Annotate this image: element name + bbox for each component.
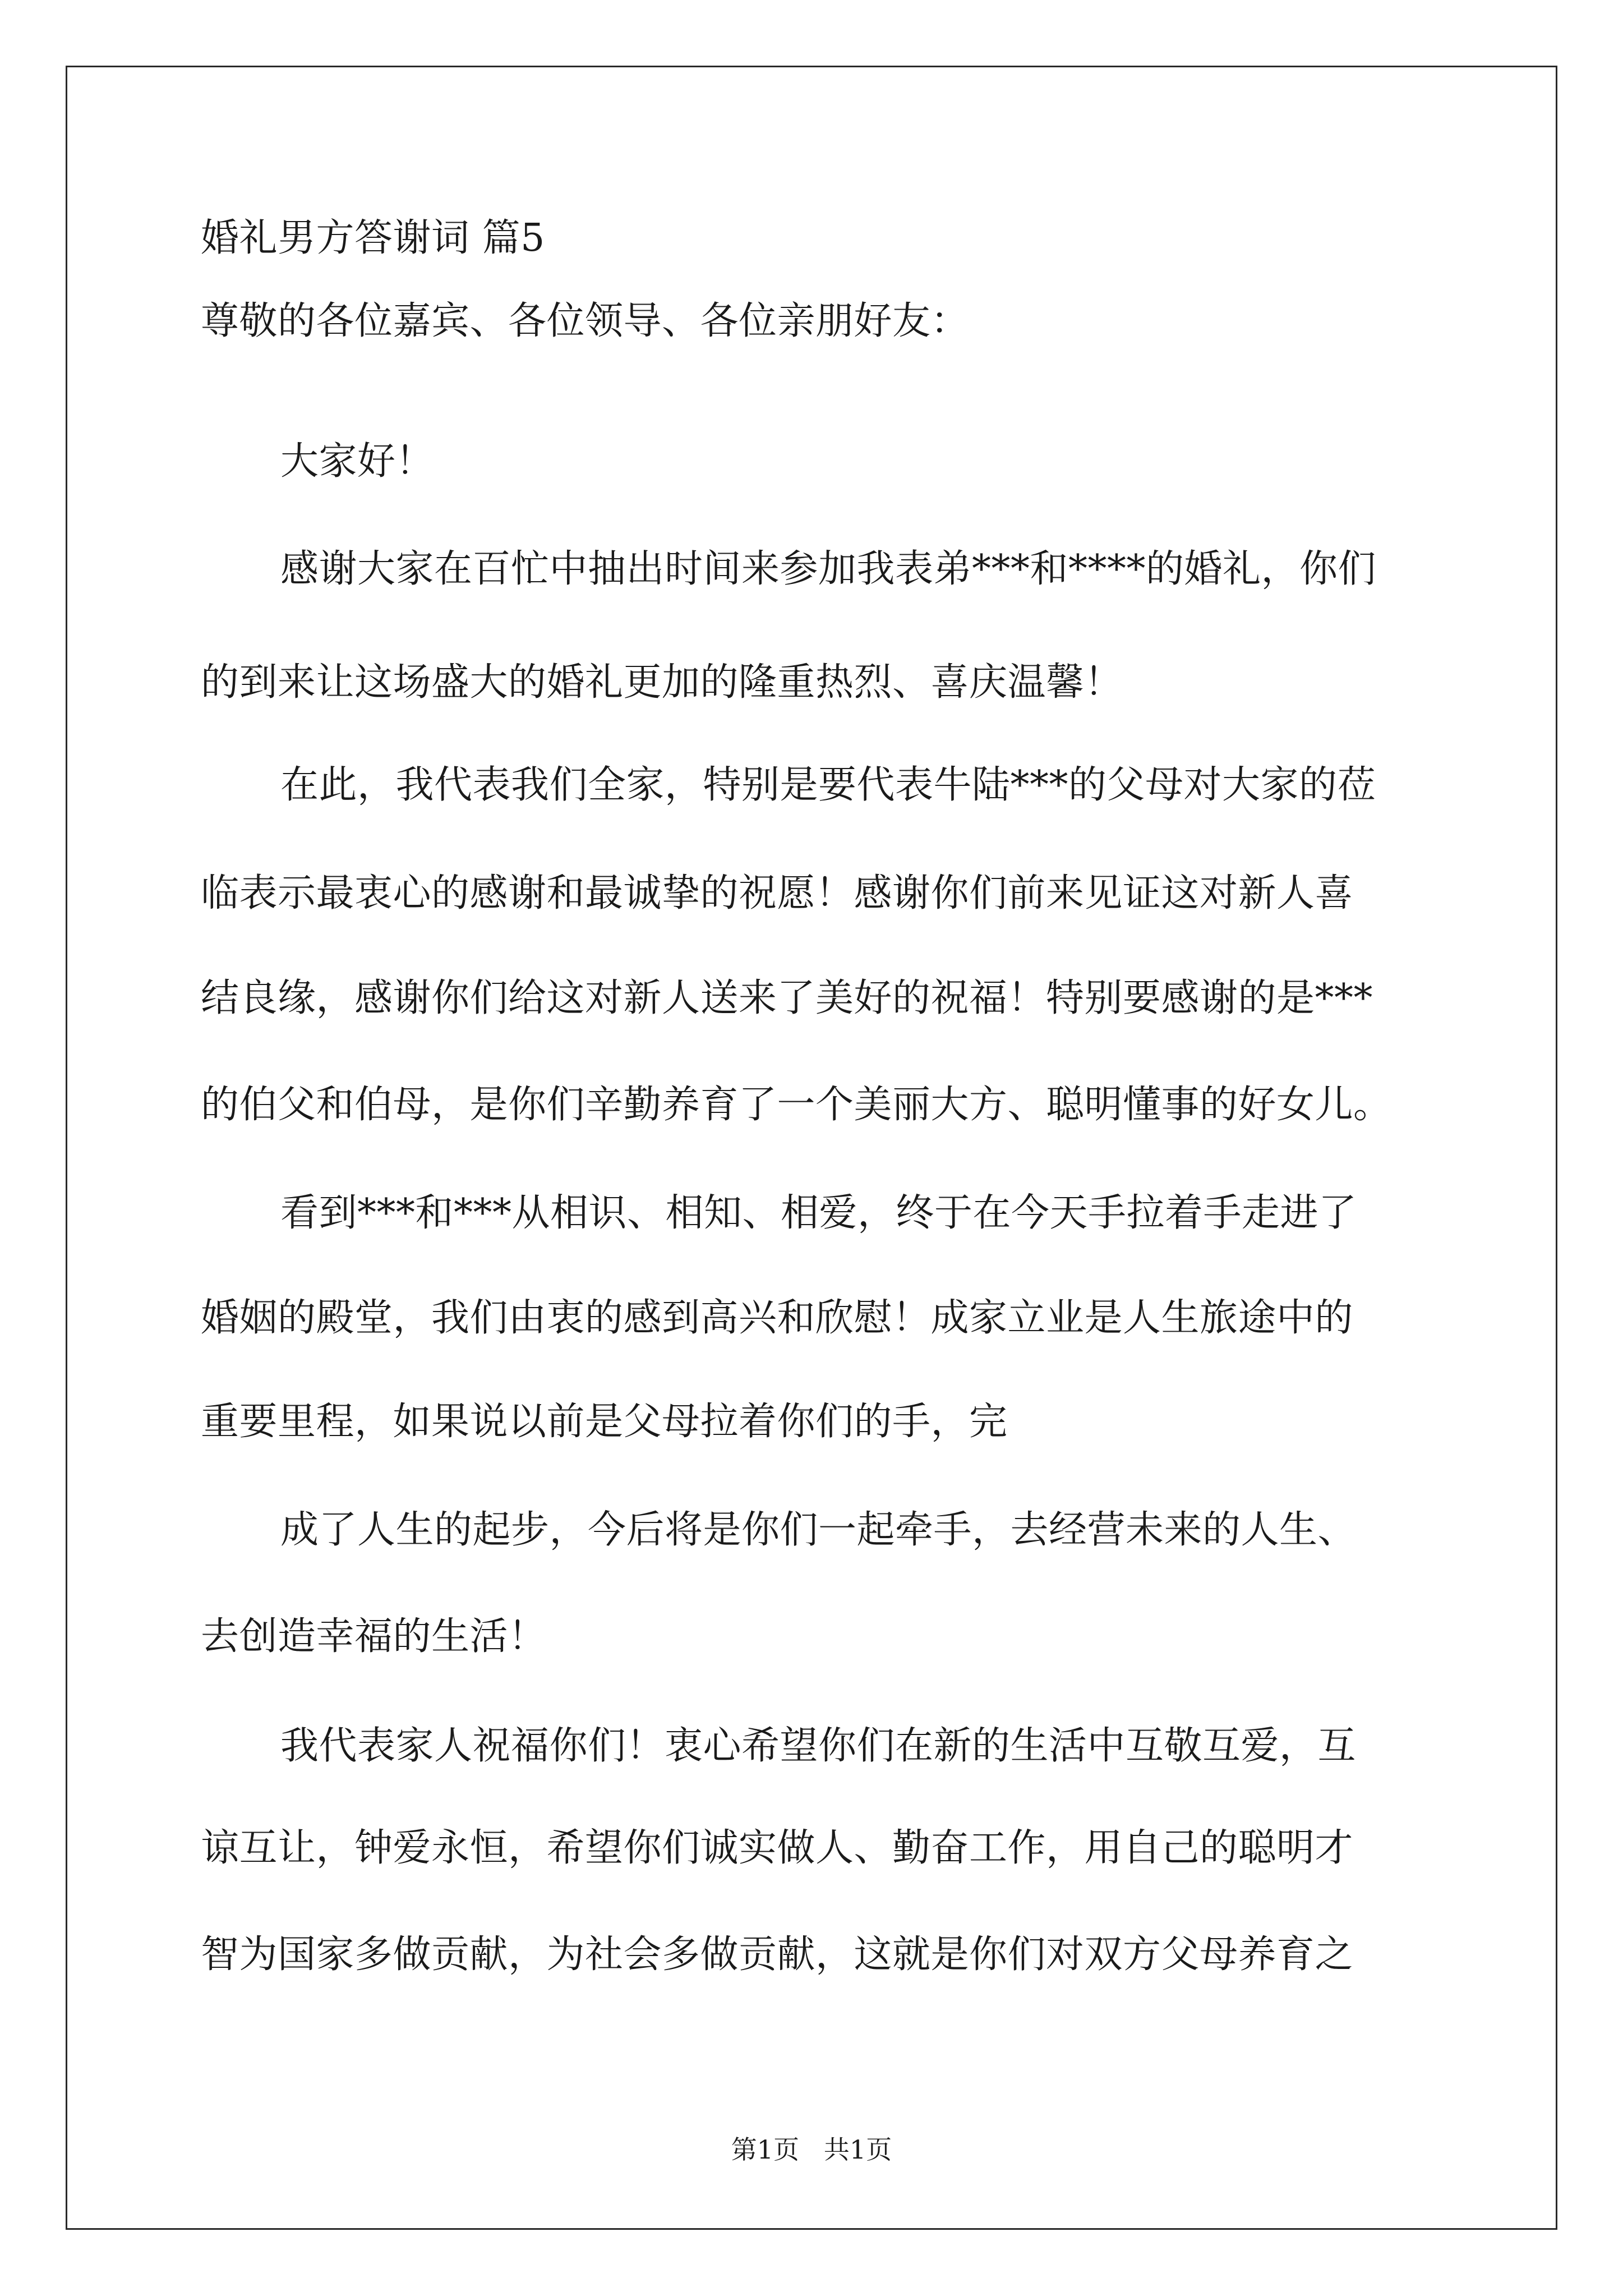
body-line: 的伯父和伯母，是你们辛勤养育了一个美丽大方、聪明懂事的好女儿。 xyxy=(201,1083,1392,1127)
body-line: 重要里程，如果说以前是父母拉着你们的手，完 xyxy=(201,1400,1008,1444)
body-line: 看到***和***从相识、相知、相爱，终于在今天手拉着手走进了 xyxy=(280,1191,1357,1235)
greeting-line: 大家好！ xyxy=(280,439,435,484)
body-line: 感谢大家在百忙中抽出时间来参加我表弟***和****的婚礼，你们 xyxy=(280,547,1377,591)
body-line: 智为国家多做贡献，为社会多做贡献，这就是你们对双方父母养育之 xyxy=(201,1932,1354,1977)
body-line: 谅互让，钟爱永恒，希望你们诚实做人、勤奋工作，用自己的聪明才 xyxy=(201,1826,1354,1870)
body-line: 婚姻的殿堂，我们由衷的感到高兴和欣慰！成家立业是人生旅途中的 xyxy=(201,1296,1354,1340)
body-line: 在此，我代表我们全家，特别是要代表牛陆***的父母对大家的莅 xyxy=(280,763,1376,807)
body-line: 成了人生的起步，今后将是你们一起牵手，去经营未来的人生、 xyxy=(280,1508,1357,1552)
body-line: 我代表家人祝福你们！衷心希望你们在新的生活中互敬互爱，互 xyxy=(280,1724,1357,1768)
body-line: 的到来让这场盛大的婚礼更加的隆重热烈、喜庆温馨！ xyxy=(201,660,1123,705)
page-footer: 第1页 共1页 xyxy=(731,2134,892,2165)
salutation-line: 尊敬的各位嘉宾、各位领导、各位亲朋好友： xyxy=(201,299,970,343)
body-line: 结良缘，感谢你们给这对新人送来了美好的祝福！特别要感谢的是*** xyxy=(201,976,1373,1020)
document-title: 婚礼男方答谢词 篇5 xyxy=(201,216,545,260)
body-line: 临表示最衷心的感谢和最诚挚的祝愿！感谢你们前来见证这对新人喜 xyxy=(201,871,1354,915)
body-line: 去创造幸福的生活！ xyxy=(201,1614,547,1659)
page-border xyxy=(66,66,1557,2230)
